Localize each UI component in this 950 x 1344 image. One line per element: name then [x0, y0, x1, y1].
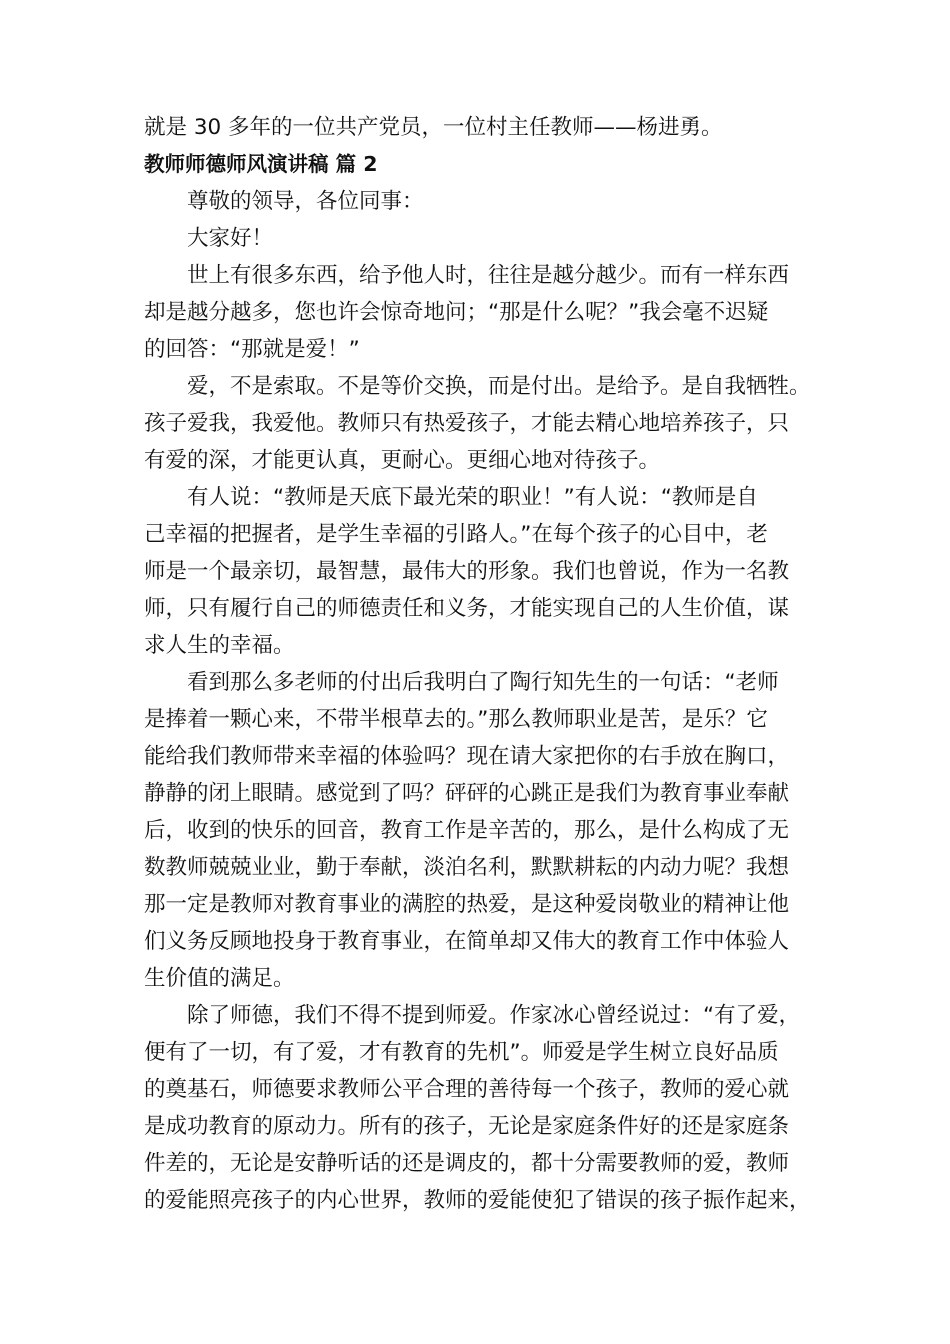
text-line: 有人说：“教师是天底下最光荣的职业！”有人说：“教师是自 — [187, 485, 758, 510]
text-line: 是成功教育的原动力。所有的孩子，无论是家庭条件好的还是家庭条 — [144, 1114, 790, 1139]
text-line: 便有了一切，有了爱，才有教育的先机”。师爱是学生树立良好品质 — [144, 1040, 779, 1065]
section-heading: 教师师德师风演讲稿 篇 2 — [144, 152, 378, 176]
text-line: 求人生的幸福。 — [144, 633, 295, 658]
text-line: 能给我们教师带来幸福的体验吗？现在请大家把你的右手放在胸口， — [144, 744, 790, 769]
text-line: 有爱的深，才能更认真，更耐心。更细心地对待孩子。 — [144, 448, 661, 473]
text-line: 孩子爱我，我爱他。教师只有热爱孩子，才能去精心地培养孩子，只 — [144, 411, 790, 436]
text-line: 的爱能照亮孩子的内心世界，教师的爱能使犯了错误的孩子振作起来， — [144, 1188, 811, 1213]
text-line: 看到那么多老师的付出后我明白了陶行知先生的一句话：“老师 — [187, 670, 779, 695]
text-line: 师是一个最亲切，最智慧，最伟大的形象。我们也曾说，作为一名教 — [144, 559, 790, 584]
text-line: 大家好！ — [187, 226, 274, 251]
text-line: 的奠基石，师德要求教师公平合理的善待每一个孩子，教师的爱心就 — [144, 1077, 790, 1102]
text-line: 是捧着一颗心来，不带半根草去的。”那么教师职业是苦，是乐？它 — [144, 707, 768, 732]
text-line: 尊敬的领导，各位同事： — [187, 189, 424, 214]
text-line: 除了师德，我们不得不提到师爱。作家冰心曾经说过：“有了爱， — [187, 1003, 801, 1028]
text-line: 己幸福的把握者，是学生幸福的引路人。”在每个孩子的心目中，老 — [144, 522, 768, 547]
text-line: 们义务反顾地投身于教育事业，在简单却又伟大的教育工作中体验人 — [144, 929, 790, 954]
text-line: 数教师兢兢业业，勤于奉献，淡泊名利，默默耕耘的内动力呢？我想 — [144, 855, 790, 880]
text-line: 的回答：“那就是爱！” — [144, 337, 360, 362]
text-line: 爱，不是索取。不是等价交换，而是付出。是给予。是自我牺牲。 — [187, 374, 811, 399]
text-line: 后，收到的快乐的回音，教育工作是辛苦的，那么，是什么构成了无 — [144, 818, 790, 843]
text-line: 世上有很多东西，给予他人时，往往是越分越少。而有一样东西 — [187, 263, 790, 288]
text-line: 静静的闭上眼睛。感觉到了吗？砰砰的心跳正是我们为教育事业奉献 — [144, 781, 790, 806]
text-line: 生价值的满足。 — [144, 966, 295, 991]
text-line: 就是 30 多年的一位共产党员，一位村主任教师——杨进勇。 — [144, 115, 723, 140]
text-line: 师，只有履行自己的师德责任和义务，才能实现自己的人生价值，谋 — [144, 596, 790, 621]
text-line: 那一定是教师对教育事业的满腔的热爱，是这种爱岗敬业的精神让他 — [144, 892, 790, 917]
text-line: 件差的，无论是安静听话的还是调皮的，都十分需要教师的爱，教师 — [144, 1151, 790, 1176]
document-page — [144, 109, 832, 1219]
text-line: 却是越分越多，您也许会惊奇地问；“那是什么呢？”我会毫不迟疑 — [144, 300, 769, 325]
